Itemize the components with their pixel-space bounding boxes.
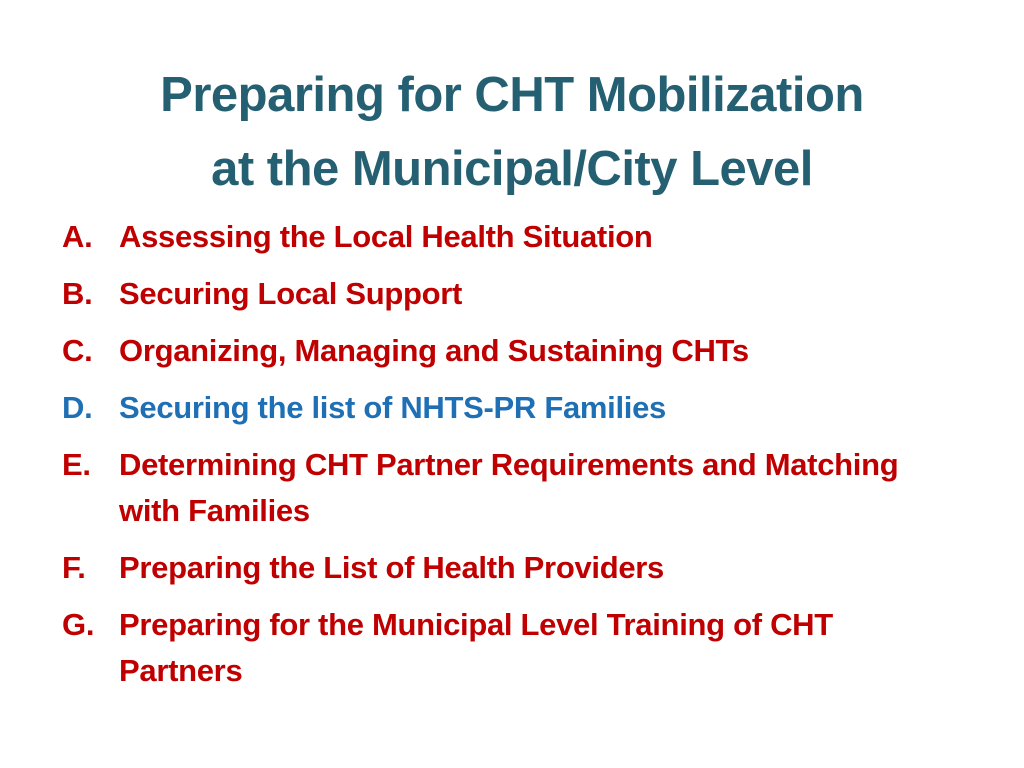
agenda-item-c — [62, 328, 962, 374]
agenda-item-text: Securing the list of NHTS-PR Families — [119, 390, 666, 425]
agenda-item-text: Determining CHT Partner Requirements and Matching with Families — [119, 447, 899, 528]
agenda-marker: B. — [62, 276, 93, 311]
slide-title-line-2: at the Municipal/City Level — [211, 142, 813, 196]
agenda-marker: A. — [62, 219, 93, 254]
agenda-item-e — [62, 442, 962, 534]
agenda-item-text: Organizing, Managing and Sustaining CHTs — [119, 333, 749, 368]
agenda-item-text: Assessing the Local Health Situation — [119, 219, 653, 254]
agenda-item-g — [62, 602, 962, 694]
slide-title-line-1: Preparing for CHT Mobilization — [160, 68, 864, 122]
agenda-item-text: Preparing for the Municipal Level Training of CHT Partners — [119, 607, 833, 688]
agenda-item-f — [62, 545, 962, 591]
agenda-item-b — [62, 271, 962, 317]
agenda-item-a — [62, 214, 962, 260]
agenda-marker: D. — [62, 390, 93, 425]
agenda-item-d — [62, 385, 962, 431]
agenda-marker: F. — [62, 550, 86, 585]
agenda-list — [62, 214, 962, 705]
agenda-item-text: Preparing the List of Health Providers — [119, 550, 664, 585]
agenda-marker: E. — [62, 447, 91, 482]
agenda-marker: G. — [62, 607, 95, 642]
slide-title — [0, 58, 1024, 206]
agenda-marker: C. — [62, 333, 93, 368]
agenda-item-text: Securing Local Support — [119, 276, 463, 311]
